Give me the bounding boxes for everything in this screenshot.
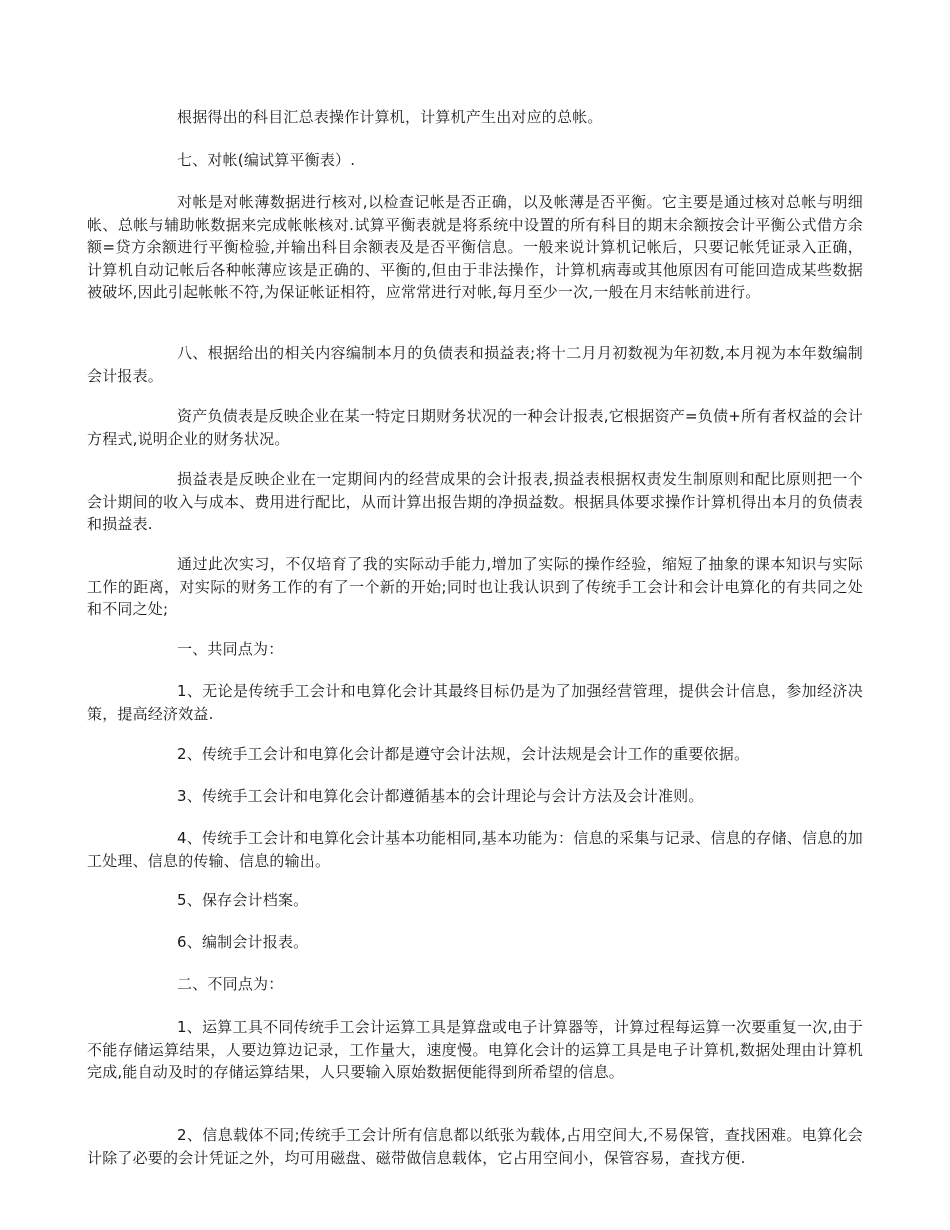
similarity-item-6: 6、编制会计报表。 <box>177 933 309 951</box>
heading-prepare-reports: 八、根据给出的相关内容编制本月的负债表和损益表;将十二月月初数视为年初数,本月视为本年数编制会计报表。 <box>87 344 863 385</box>
heading-differences: 二、不同点为： <box>177 975 284 993</box>
difference-item-2: 2、信息载体不同;传统手工会计所有信息都以纸张为载体,占用空间大,不易保管，查找困难。电算化会计除了必要的会计凭证之外，均可用磁盘、磁带做信息载体，它占用空间小，保管容易，查找方便. <box>87 1126 863 1167</box>
similarity-item-1: 1、无论是传统手工会计和电算化会计其最终目标仍是为了加强经营管理，提供会计信息，参加经济决策，提高经济效益. <box>87 682 863 723</box>
paragraph-balance-sheet: 资产负债表是反映企业在某一特定日期财务状况的一种会计报表,它根据资产=负债+所有者权益的会计方程式,说明企业的财务状况。 <box>87 407 863 448</box>
similarity-item-5: 5、保存会计档案。 <box>177 891 309 909</box>
difference-item-1: 1、运算工具不同传统手工会计运算工具是算盘或电子计算器等，计算过程每运算一次要重复一次,由于不能存储运算结果，人要边算边记录，工作量大，速度慢。电算化会计的运算工具是电子计算机,数据处理由计算机完成,能自动及时的存储运算结果，人只要输入原始数据便能得到所希望的信息。 <box>87 1018 863 1081</box>
paragraph-income-statement: 损益表是反映企业在一定期间内的经营成果的会计报表,损益表根据权责发生制原则和配比原则把一个会计期间的收入与成本、费用进行配比，从而计算出报告期的净损益数。根据具体要求操作计算机得出本月的负债表和损益表. <box>87 470 863 533</box>
heading-reconciliation: 七、对帐(编试算平衡表）. <box>177 151 356 169</box>
heading-similarities: 一、共同点为： <box>177 640 284 658</box>
similarity-item-3: 3、传统手工会计和电算化会计都遵循基本的会计理论与会计方法及会计准则。 <box>177 787 704 805</box>
paragraph-internship-summary: 通过此次实习，不仅培育了我的实际动手能力,增加了实际的操作经验，缩短了抽象的课本知识与实际工作的距离，对实际的财务工作的有了一个新的开始;同时也让我认识到了传统手工会计和会计电算化的有共同之处和不同之处; <box>87 555 863 618</box>
similarity-item-4: 4、传统手工会计和电算化会计基本功能相同,基本功能为：信息的采集与记录、信息的存储、信息的加工处理、信息的传输、信息的输出。 <box>87 829 863 870</box>
paragraph-reconciliation: 对帐是对帐薄数据进行核对,以检查记帐是否正确，以及帐薄是否平衡。它主要是通过核对总帐与明细帐、总帐与辅助帐数据来完成帐帐核对.试算平衡表就是将系统中设置的所有科目的期末余额按会计平衡公式借方余额=贷方余额进行平衡检验,并输出科目余额表及是否平衡信息。一般来说计算机记帐后，只要记帐凭证录入正确，计算机自动记帐后各种帐薄应该是正确的、平衡的,但由于非法操作，计算机病毒或其他原因有可能回造成某些数据被破坏,因此引起帐帐不符,为保证帐证相符，应常常进行对帐,每月至少一次,一般在月末结帐前进行。 <box>87 193 863 301</box>
paragraph-general-ledger: 根据得出的科目汇总表操作计算机，计算机产生出对应的总帐。 <box>177 108 603 126</box>
similarity-item-2: 2、传统手工会计和电算化会计都是遵守会计法规，会计法规是会计工作的重要依据。 <box>177 745 750 763</box>
